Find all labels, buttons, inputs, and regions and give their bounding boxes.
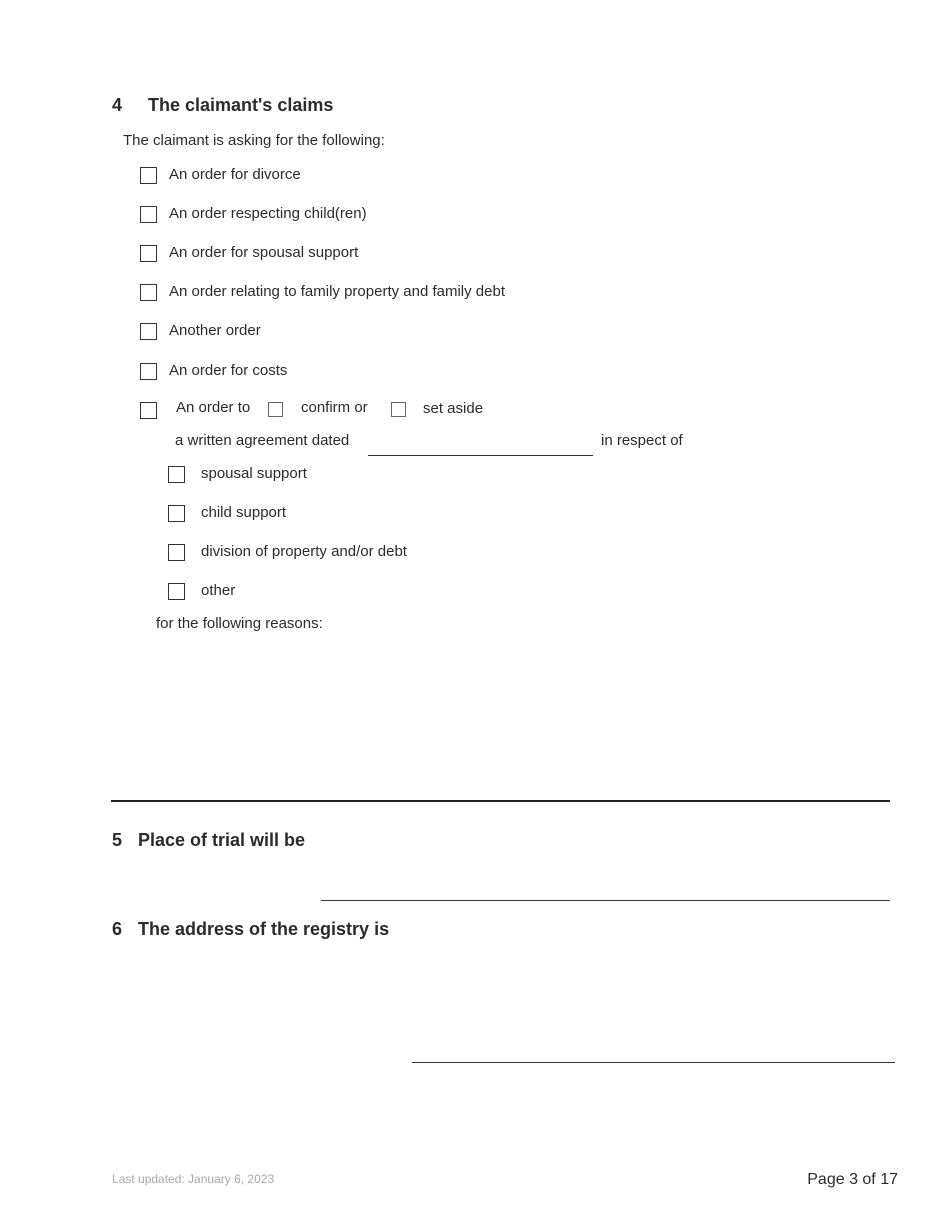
section-5-number: 5 xyxy=(112,830,123,850)
label-confirm: confirm or xyxy=(301,399,368,416)
reasons-field[interactable] xyxy=(156,640,890,794)
label-order-children: An order respecting child(ren) xyxy=(169,205,367,222)
label-order-family-property: An order relating to family property and family debt xyxy=(169,283,505,300)
checkbox-other[interactable] xyxy=(168,583,185,600)
label-other: other xyxy=(201,582,236,599)
checkbox-order-family-property[interactable] xyxy=(140,284,157,301)
label-in-respect-of: in respect of xyxy=(601,432,683,449)
checkbox-another-order[interactable] xyxy=(140,323,157,340)
page-number: Page 3 of 17 xyxy=(807,1171,898,1188)
label-order-to: An order to xyxy=(176,399,251,416)
checkbox-child-support[interactable] xyxy=(168,505,185,522)
checkbox-set-aside[interactable] xyxy=(391,402,406,417)
section-4-intro: The claimant is asking for the following: xyxy=(123,132,385,149)
checkbox-order-children[interactable] xyxy=(140,206,157,223)
section-divider xyxy=(111,800,890,802)
label-order-costs: An order for costs xyxy=(169,362,288,379)
last-updated: Last updated: January 6, 2023 xyxy=(112,1172,275,1186)
place-of-trial-field[interactable] xyxy=(321,876,890,901)
label-division-property: division of property and/or debt xyxy=(201,543,407,560)
label-set-aside: set aside xyxy=(423,400,484,417)
section-4-number: 4 xyxy=(112,95,123,115)
label-spousal-support: spousal support xyxy=(201,465,307,482)
checkbox-order-costs[interactable] xyxy=(140,363,157,380)
label-child-support: child support xyxy=(201,504,287,521)
section-4-title: The claimant's claims xyxy=(148,95,334,115)
section-6-number: 6 xyxy=(112,919,123,939)
label-order-divorce: An order for divorce xyxy=(169,166,301,183)
checkbox-order-agreement[interactable] xyxy=(140,402,157,419)
section-5-title: Place of trial will be xyxy=(138,830,306,850)
checkbox-confirm[interactable] xyxy=(268,402,283,417)
agreement-date-field[interactable] xyxy=(368,434,593,456)
section-6-title: The address of the registry is xyxy=(138,919,390,939)
registry-address-field[interactable] xyxy=(412,1038,895,1063)
label-another-order: Another order xyxy=(169,322,261,339)
checkbox-division-property[interactable] xyxy=(168,544,185,561)
checkbox-order-divorce[interactable] xyxy=(140,167,157,184)
checkbox-order-spousal-support[interactable] xyxy=(140,245,157,262)
label-reasons: for the following reasons: xyxy=(156,615,323,632)
label-order-spousal-support: An order for spousal support xyxy=(169,244,359,261)
label-written-agreement: a written agreement dated xyxy=(175,432,350,449)
checkbox-spousal-support[interactable] xyxy=(168,466,185,483)
